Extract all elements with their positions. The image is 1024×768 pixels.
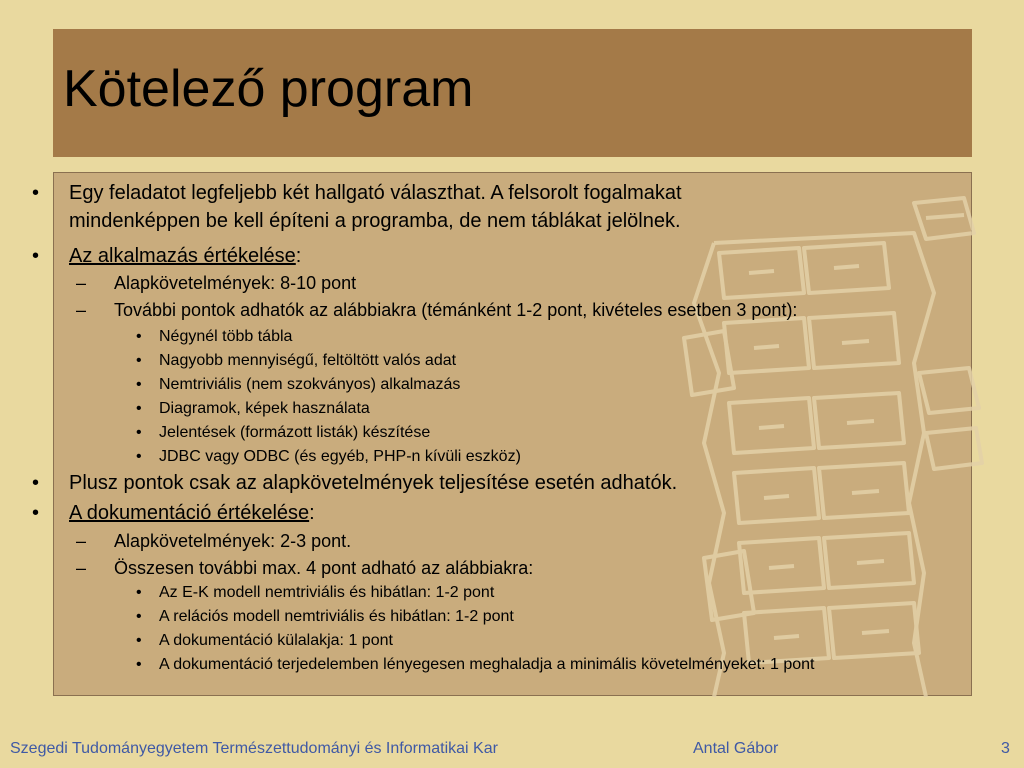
sub-bullet-marker: • — [136, 608, 142, 625]
bullet-4-item: A dokumentáció külalakja: 1 pont — [159, 632, 393, 649]
sub-bullet-marker: • — [136, 352, 142, 369]
footer-institution: Szegedi Tudományegyetem Természettudományi és Informatikai Kar — [10, 740, 498, 757]
footer-page-number: 3 — [1001, 740, 1010, 757]
bullet-2-item: Jelentések (formázott listák) készítése — [159, 424, 431, 441]
bullet-4-heading-link: A dokumentáció értékelése — [69, 502, 310, 524]
bullet-4-item: Az E-K modell nemtriviális és hibátlan: 1-2 pont — [159, 584, 495, 601]
sub-bullet-marker: • — [136, 448, 142, 465]
bullet-4-heading-suffix: : — [309, 502, 315, 524]
dash-marker: – — [76, 558, 87, 578]
bullet-marker: • — [32, 245, 40, 267]
bullet-marker: • — [32, 502, 40, 524]
sub-bullet-marker: • — [136, 584, 142, 601]
sub-bullet-marker: • — [136, 376, 142, 393]
bullet-4-heading — [69, 500, 315, 527]
content-panel — [32, 172, 972, 696]
bullet-1-line-1: Egy feladatot legfeljebb két hallgató választhat. A felsorolt fogalmakat — [69, 182, 682, 204]
bullet-2-item: JDBC vagy ODBC (és egyéb, PHP-n kívüli eszköz) — [159, 448, 521, 465]
bullet-2-heading-suffix: : — [295, 245, 302, 267]
bullet-2-item: Diagramok, képek használata — [159, 400, 370, 417]
bullet-4-item: A relációs modell nemtriviális és hibátlan: 1-2 pont — [159, 608, 514, 625]
sub-bullet-marker: • — [136, 632, 142, 649]
title-bar — [53, 29, 972, 157]
bullet-3: Plusz pontok csak az alapkövetelmények teljesítése esetén adhatók. — [69, 472, 678, 494]
bullet-marker: • — [32, 472, 40, 494]
sub-bullet-marker: • — [136, 400, 142, 417]
dash-marker: – — [76, 531, 87, 551]
dash-marker: – — [76, 300, 87, 320]
footer-author: Antal Gábor — [693, 740, 779, 757]
bullet-marker: • — [32, 182, 40, 204]
slide-title: Kötelező program — [63, 60, 474, 118]
bullet-2-heading-link: Az alkalmazás értékelése — [69, 245, 296, 267]
bullet-2-sub-2: További pontok adhatók az alábbiakra (témánként 1-2 pont, kivételes esetben 3 pont): — [114, 300, 798, 320]
dash-marker: – — [76, 273, 87, 293]
bullet-2-item: Négynél több tábla — [159, 328, 293, 345]
bullet-2-sub-1: Alapkövetelmények: 8-10 pont — [114, 273, 357, 293]
bullet-4-sub-2: Összesen további max. 4 pont adható az alábbiakra: — [114, 558, 534, 578]
sub-bullet-marker: • — [136, 328, 142, 345]
bullet-2-item: Nagyobb mennyiségű, feltöltött valós adat — [159, 352, 457, 369]
bullet-2-item: Nemtriviális (nem szokványos) alkalmazás — [159, 376, 461, 393]
sub-bullet-marker: • — [136, 424, 142, 441]
sub-bullet-marker: • — [136, 656, 142, 673]
bullet-list — [32, 173, 973, 697]
bullet-4-item: A dokumentáció terjedelemben lényegesen meghaladja a minimális követelményeket: 1 pont — [159, 656, 815, 673]
bullet-2-heading — [69, 243, 301, 270]
bullet-4-sub-1: Alapkövetelmények: 2-3 pont. — [114, 531, 352, 551]
bullet-1-line-2: mindenképpen be kell építeni a programba, de nem táblákat jelölnek. — [69, 210, 681, 232]
